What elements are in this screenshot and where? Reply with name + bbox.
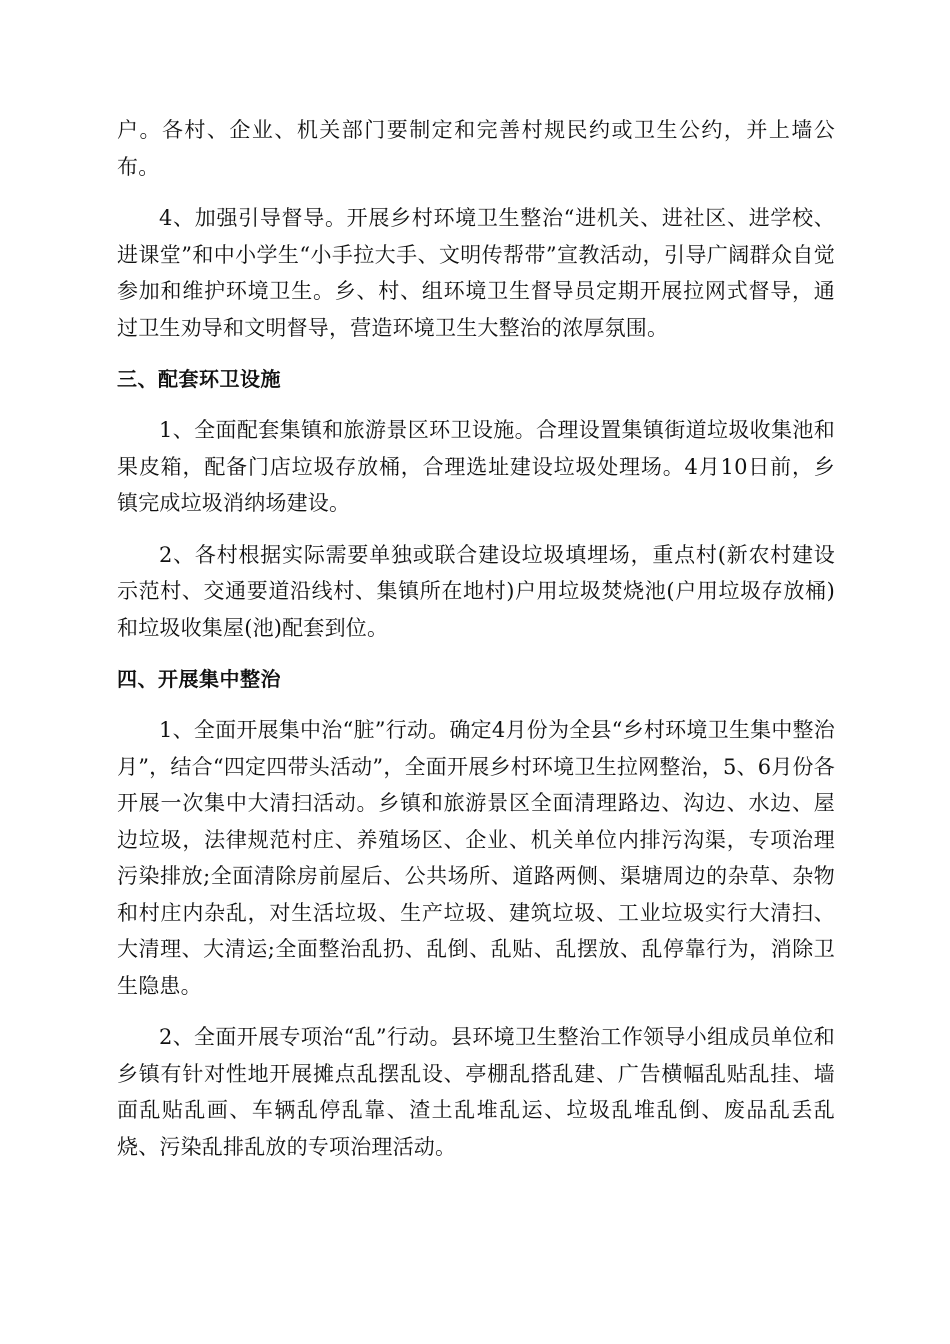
paragraph-section4-item-1: 1、全面开展集中治“脏”行动。确定4月份为全县“乡村环境卫生集中整治月”，结合“四定四带头活动”，全面开展乡村环境卫生拉网整治，5、6月份各开展一次集中大清扫活动。乡镇和旅游景区全面清理路边、沟边、水边、屋边垃圾，法律规范村庄、养殖场区、企业、机关单位内排污沟渠，专项治理污染排放;全面清除房前屋后、公共场所、道路两侧、渠塘周边的杂草、杂物和村庄内杂乱，对生活垃圾、生产垃圾、建筑垃圾、工业垃圾实行大清扫、大清理、大清运;全面整治乱扔、乱倒、乱贴、乱摆放、乱停靠行为，消除卫生隐患。 [117,718,835,998]
paragraph-item-4: 4、加强引导督导。开展乡村环境卫生整治“进机关、进社区、进学校、进课堂”和中小学生“小手拉大手、文明传帮带”宣教活动，引导广阔群众自觉参加和维护环境卫生。乡、村、组环境卫生督导员定期开展拉网式督导，通过卫生劝导和文明督导，营造环境卫生大整治的浓厚氛围。 [117,206,835,340]
paragraph-continuation: 户。各村、企业、机关部门要制定和完善村规民约或卫生公约，并上墙公布。 [117,118,835,179]
paragraph-section3-item-2: 2、各村根据实际需要单独或联合建设垃圾填埋场，重点村(新农村建设示范村、交通要道沿线村、集镇所在地村)户用垃圾焚烧池(户用垃圾存放桶)和垃圾收集屋(池)配套到位。 [117,542,835,640]
document-body [117,112,835,1180]
paragraph-section4-item-2: 2、全面开展专项治“乱”行动。县环境卫生整治工作领导小组成员单位和乡镇有针对性地开展摊点乱摆乱设、亭棚乱搭乱建、广告横幅乱贴乱挂、墙面乱贴乱画、车辆乱停乱靠、渣土乱堆乱运、垃圾乱堆乱倒、废品乱丢乱烧、污染乱排乱放的专项治理活动。 [117,1025,835,1159]
section-heading-3: 三、配套环卫设施 [117,367,281,391]
section-heading-4: 四、开展集中整治 [117,667,281,691]
paragraph-section3-item-1: 1、全面配套集镇和旅游景区环卫设施。合理设置集镇街道垃圾收集池和果皮箱，配备门店垃圾存放桶，合理选址建设垃圾处理场。4月10日前，乡镇完成垃圾消纳场建设。 [117,418,835,515]
